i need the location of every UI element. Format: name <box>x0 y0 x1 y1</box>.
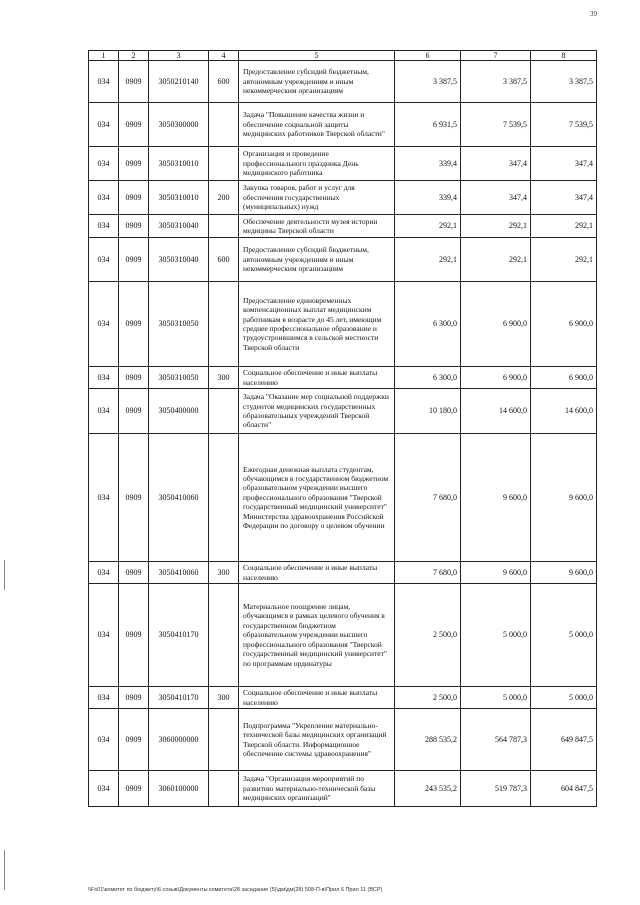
target-article-cell: 3050300000 <box>149 103 209 147</box>
amount-year3-cell: 347,4 <box>531 147 597 181</box>
amount-year1-cell: 292,1 <box>395 238 461 282</box>
table-row <box>89 181 597 215</box>
section-code-cell: 0909 <box>119 771 149 807</box>
amount-year2-cell: 5 000,0 <box>461 687 531 709</box>
table-row <box>89 709 597 771</box>
amount-year3-cell: 5 000,0 <box>531 584 597 687</box>
expense-type-cell <box>209 147 239 181</box>
amount-year3-cell: 347,4 <box>531 181 597 215</box>
target-article-cell: 3050410060 <box>149 562 209 584</box>
description-cell: Социальное обеспечение и иные выплаты населению <box>239 687 395 709</box>
target-article-cell: 3050310010 <box>149 181 209 215</box>
target-article-cell: 3050210140 <box>149 61 209 103</box>
amount-year3-cell: 6 900,0 <box>531 367 597 389</box>
amount-year2-cell: 14 600,0 <box>461 389 531 434</box>
table-row <box>89 584 597 687</box>
section-code-cell: 0909 <box>119 389 149 434</box>
amount-year2-cell: 7 539,5 <box>461 103 531 147</box>
expense-type-cell <box>209 771 239 807</box>
ministry-code-cell: 034 <box>89 584 119 687</box>
section-code-cell: 0909 <box>119 103 149 147</box>
amount-year1-cell: 3 387,5 <box>395 61 461 103</box>
header-cell: 4 <box>209 51 239 61</box>
amount-year1-cell: 10 180,0 <box>395 389 461 434</box>
expense-type-cell <box>209 215 239 238</box>
amount-year1-cell: 2 500,0 <box>395 687 461 709</box>
header-cell: 5 <box>239 51 395 61</box>
amount-year2-cell: 9 600,0 <box>461 562 531 584</box>
amount-year3-cell: 5 000,0 <box>531 687 597 709</box>
expense-type-cell <box>209 584 239 687</box>
description-cell: Обеспечение деятельности музея истории медицины Тверской области <box>239 215 395 238</box>
header-cell: 7 <box>461 51 531 61</box>
expense-type-cell: 300 <box>209 367 239 389</box>
amount-year3-cell: 649 847,5 <box>531 709 597 771</box>
table-row <box>89 687 597 709</box>
expense-type-cell: 600 <box>209 61 239 103</box>
section-code-cell: 0909 <box>119 367 149 389</box>
table-row <box>89 562 597 584</box>
table-row <box>89 61 597 103</box>
description-cell: Ежегодная денежная выплата студентам, обучающимся в государственном бюджетном образовательном учреждении высшего профессионального образования "Тверской государственный медицинский университет" Министерства здравоохранения Российской Федерации по договору о целевом обучении <box>239 434 395 562</box>
ministry-code-cell: 034 <box>89 181 119 215</box>
section-code-cell: 0909 <box>119 181 149 215</box>
section-code-cell: 0909 <box>119 434 149 562</box>
section-code-cell: 0909 <box>119 282 149 367</box>
ministry-code-cell: 034 <box>89 367 119 389</box>
amount-year2-cell: 5 000,0 <box>461 584 531 687</box>
target-article-cell: 3050310010 <box>149 147 209 181</box>
description-cell: Предоставление субсидий бюджетным, автономным учреждениям и иным некоммерческим организациям <box>239 61 395 103</box>
amount-year1-cell: 288 535,2 <box>395 709 461 771</box>
target-article-cell: 3050400000 <box>149 389 209 434</box>
ministry-code-cell: 034 <box>89 61 119 103</box>
header-cell: 2 <box>119 51 149 61</box>
amount-year3-cell: 3 387,5 <box>531 61 597 103</box>
expense-type-cell <box>209 434 239 562</box>
table-row <box>89 434 597 562</box>
amount-year3-cell: 14 600,0 <box>531 389 597 434</box>
description-cell: Предоставление субсидий бюджетным, автономным учреждениям и иным некоммерческим организациям <box>239 238 395 282</box>
table-row <box>89 238 597 282</box>
ministry-code-cell: 034 <box>89 434 119 562</box>
table-row <box>89 103 597 147</box>
target-article-cell: 3050410170 <box>149 584 209 687</box>
amount-year2-cell: 347,4 <box>461 181 531 215</box>
expense-type-cell: 300 <box>209 687 239 709</box>
amount-year1-cell: 339,4 <box>395 181 461 215</box>
ministry-code-cell: 034 <box>89 238 119 282</box>
amount-year3-cell: 6 900,0 <box>531 282 597 367</box>
expense-type-cell: 200 <box>209 181 239 215</box>
expense-type-cell <box>209 709 239 771</box>
target-article-cell: 3050410060 <box>149 434 209 562</box>
description-cell: Социальное обеспечение и иные выплаты населению <box>239 562 395 584</box>
section-code-cell: 0909 <box>119 238 149 282</box>
scan-edge-mark <box>4 560 5 590</box>
amount-year3-cell: 9 600,0 <box>531 562 597 584</box>
amount-year1-cell: 7 680,0 <box>395 434 461 562</box>
expense-type-cell: 300 <box>209 562 239 584</box>
ministry-code-cell: 034 <box>89 215 119 238</box>
target-article-cell: 3050310040 <box>149 215 209 238</box>
amount-year1-cell: 292,1 <box>395 215 461 238</box>
page-number: 39 <box>590 10 597 18</box>
target-article-cell: 3050310050 <box>149 282 209 367</box>
description-cell: Подпрограмма "Укрепление материально-технической базы медицинских организаций Тверской области. Информационное обеспечение системы здравоохранения" <box>239 709 395 771</box>
header-cell: 8 <box>531 51 597 61</box>
amount-year2-cell: 9 600,0 <box>461 434 531 562</box>
expense-type-cell <box>209 389 239 434</box>
ministry-code-cell: 034 <box>89 103 119 147</box>
description-cell: Социальное обеспечение и иные выплаты населению <box>239 367 395 389</box>
amount-year2-cell: 292,1 <box>461 238 531 282</box>
table-row <box>89 215 597 238</box>
description-cell: Материальное поощрение лицам, обучающимся в рамках целевого обучения в государственном бюджетном образовательном учреждении высшего профессионального образования "Тверской государственный медицинский университет" по программам ординатуры <box>239 584 395 687</box>
section-code-cell: 0909 <box>119 215 149 238</box>
amount-year3-cell: 292,1 <box>531 215 597 238</box>
ministry-code-cell: 034 <box>89 389 119 434</box>
ministry-code-cell: 034 <box>89 771 119 807</box>
target-article-cell: 3050310040 <box>149 238 209 282</box>
amount-year1-cell: 339,4 <box>395 147 461 181</box>
amount-year1-cell: 6 931,5 <box>395 103 461 147</box>
budget-table <box>88 50 597 807</box>
section-code-cell: 0909 <box>119 147 149 181</box>
amount-year1-cell: 7 680,0 <box>395 562 461 584</box>
ministry-code-cell: 034 <box>89 282 119 367</box>
scan-edge-mark <box>4 850 5 890</box>
table-row <box>89 282 597 367</box>
amount-year2-cell: 519 787,3 <box>461 771 531 807</box>
expense-type-cell <box>209 103 239 147</box>
amount-year2-cell: 292,1 <box>461 215 531 238</box>
description-cell: Организация и проведение профессионального праздника День медицинского работника <box>239 147 395 181</box>
amount-year2-cell: 6 900,0 <box>461 367 531 389</box>
table-row <box>89 389 597 434</box>
description-cell: Предоставление единовременных компенсационных выплат медицинским работникам в возрасте до 45 лет, имеющим среднее профессиональное образование и трудоустроившимся в сельской местности Тверской области <box>239 282 395 367</box>
target-article-cell: 3050310050 <box>149 367 209 389</box>
ministry-code-cell: 034 <box>89 709 119 771</box>
section-code-cell: 0909 <box>119 709 149 771</box>
amount-year2-cell: 6 900,0 <box>461 282 531 367</box>
section-code-cell: 0909 <box>119 562 149 584</box>
ministry-code-cell: 034 <box>89 147 119 181</box>
section-code-cell: 0909 <box>119 687 149 709</box>
amount-year1-cell: 6 300,0 <box>395 282 461 367</box>
section-code-cell: 0909 <box>119 584 149 687</box>
amount-year2-cell: 3 387,5 <box>461 61 531 103</box>
ministry-code-cell: 034 <box>89 687 119 709</box>
header-row <box>89 51 597 61</box>
target-article-cell: 3050410170 <box>149 687 209 709</box>
table-row <box>89 147 597 181</box>
table-row <box>89 771 597 807</box>
file-path-footer: \\Fs01\комитет по бюджету\6 созыв\Документы комитета\28 заседание (5)\дм\дм(28) 508-П-в\Прил 6 Прил 11 (ВСР) <box>88 887 383 893</box>
amount-year1-cell: 6 300,0 <box>395 367 461 389</box>
expense-type-cell: 600 <box>209 238 239 282</box>
description-cell: Задача "Повышение качества жизни и обеспечение социальной защиты медицинских работников Тверской области" <box>239 103 395 147</box>
amount-year1-cell: 243 535,2 <box>395 771 461 807</box>
target-article-cell: 3060000000 <box>149 709 209 771</box>
header-cell: 6 <box>395 51 461 61</box>
amount-year3-cell: 7 539,5 <box>531 103 597 147</box>
ministry-code-cell: 034 <box>89 562 119 584</box>
section-code-cell: 0909 <box>119 61 149 103</box>
amount-year1-cell: 2 500,0 <box>395 584 461 687</box>
table-row <box>89 367 597 389</box>
amount-year2-cell: 564 787,3 <box>461 709 531 771</box>
expense-type-cell <box>209 282 239 367</box>
header-cell: 3 <box>149 51 209 61</box>
amount-year3-cell: 292,1 <box>531 238 597 282</box>
description-cell: Задача "Организация мероприятий по развитию материально-технической базы медицинских организаций" <box>239 771 395 807</box>
amount-year2-cell: 347,4 <box>461 147 531 181</box>
amount-year3-cell: 9 600,0 <box>531 434 597 562</box>
amount-year3-cell: 604 847,5 <box>531 771 597 807</box>
description-cell: Задача "Оказание мер социальной поддержки студентов медицинских государственных образовательных учреждений Тверской области" <box>239 389 395 434</box>
target-article-cell: 3060100000 <box>149 771 209 807</box>
description-cell: Закупка товаров, работ и услуг для обеспечения государственных (муниципальных) нужд <box>239 181 395 215</box>
header-cell: 1 <box>89 51 119 61</box>
